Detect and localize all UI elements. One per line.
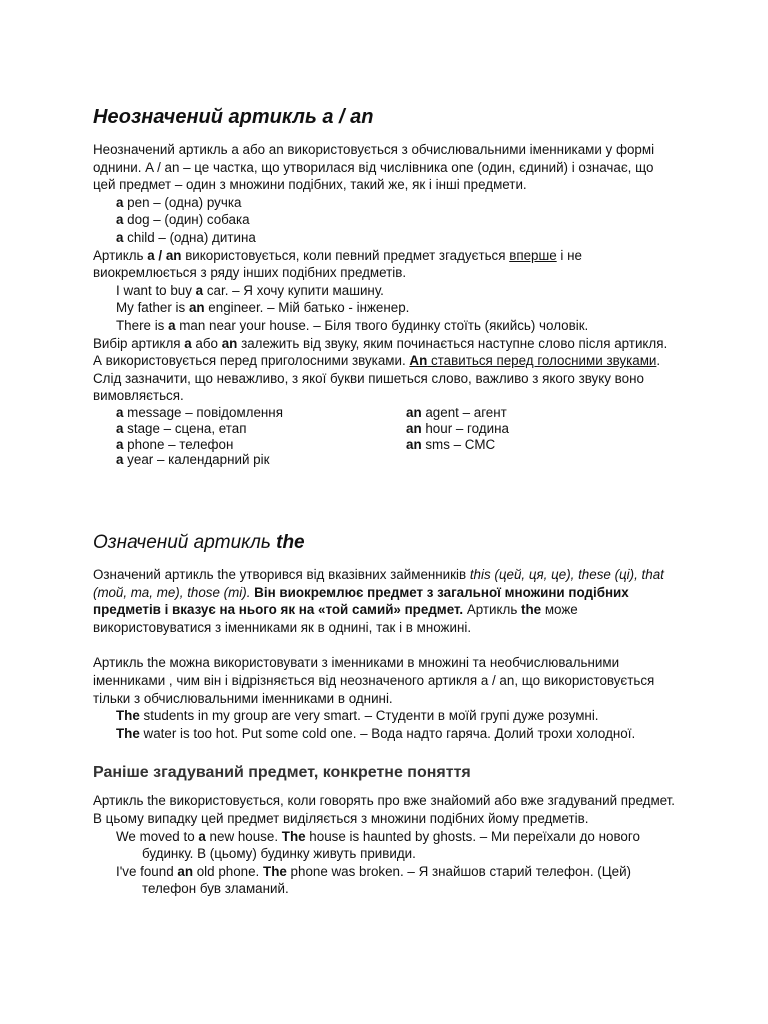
example-line	[116, 194, 678, 212]
article-word: an	[406, 420, 422, 436]
example-text: engineer. – Мій батько - інженер.	[204, 300, 410, 316]
example-line	[116, 282, 678, 300]
article-word: a	[184, 335, 192, 351]
text-run: Артикль	[93, 247, 148, 263]
article-word: a	[116, 194, 124, 210]
section-title-indefinite-article: Неозначений артикль a / an	[93, 106, 374, 128]
example-text: I want to buy	[116, 282, 196, 298]
article-word: The	[263, 863, 287, 879]
text-run: . Слід зазначити, що неважливо, з якої букви пишеться слово, важливо з якого звуку воно вимовляється.	[93, 353, 661, 404]
bold-text: Він виокремлює предмет з загальної множини подібних предметів і вказує на нього як на «той самий» предмет.	[93, 584, 629, 618]
paragraph-indefinite-intro: Неозначений артикль a або an використовується з обчислювальними іменниками у формі однини. A / an – це частка, що утворилася від числівника one (один, єдиний) і означає, що цей предмет – один з множини подібних, такий же, як і інші предмети.	[93, 142, 655, 193]
paragraph-definite-origin	[93, 566, 678, 636]
example-text: man near your house. – Біля твого будинку стоїть (якийсь) чоловік.	[175, 317, 589, 333]
article-word: a	[116, 436, 124, 452]
text-run: залежить від звуку, яким починається наступне слово після артикля. А використовується перед приголосними звуками.	[93, 335, 668, 369]
example-text: dog – (один) собака	[123, 212, 250, 228]
underlined-rule	[409, 353, 656, 368]
example-text: stage – сцена, етап	[123, 420, 247, 436]
spacer	[93, 742, 678, 762]
example-line	[116, 725, 678, 743]
title-article: the	[276, 532, 305, 554]
paragraph-mentioned-object: Артикль the використовується, коли говорять про вже знайомий або вже згадуваний предмет. В цьому випадку цей предмет виділяється з множини подібних йому предметів.	[93, 793, 676, 827]
text-run: Означений артикль the утворився від вказівних займенників	[93, 567, 470, 583]
spacer	[93, 468, 678, 530]
article-word: a	[116, 404, 124, 420]
text-run: або	[191, 335, 222, 351]
title-text: Означений артикль	[93, 532, 277, 554]
example-line	[116, 863, 678, 898]
article-word: an	[221, 335, 238, 351]
example-text: year – календарний рік	[123, 452, 270, 468]
article-word: The	[281, 828, 306, 844]
text-run: використовується, коли певний предмет згадується	[181, 247, 510, 263]
example-line	[116, 707, 678, 725]
grid-cell	[116, 421, 406, 437]
example-line	[116, 229, 678, 247]
example-text: My father is	[116, 300, 189, 316]
article-word: a	[168, 317, 176, 333]
article-word: a	[116, 420, 124, 436]
paragraph-article-choice	[93, 335, 678, 405]
example-text: There is	[116, 317, 169, 333]
spacer	[93, 636, 678, 654]
example-text: phone – телефон	[123, 436, 234, 452]
underlined-text: вперше	[509, 247, 557, 263]
example-text: child – (одна) дитина	[123, 229, 256, 245]
text-run: Вибір артикля	[93, 335, 185, 351]
example-text: phone was broken. – Я знайшов старий телефон. (Цей) телефон був зламаний.	[142, 863, 632, 897]
article-word: an	[177, 863, 194, 879]
example-text: house is haunted by ghosts. – Ми переїхали до нового будинку. В (цьому) будинку живуть привиди.	[142, 828, 640, 862]
grid-cell	[406, 405, 676, 421]
grid-cell	[116, 405, 406, 421]
grid-cell	[116, 452, 406, 468]
section-title-definite-article	[93, 530, 678, 556]
example-text: new house.	[205, 828, 282, 844]
example-text: We moved to	[116, 828, 199, 844]
example-line	[116, 828, 678, 863]
example-line	[116, 299, 678, 317]
subsection-title-mentioned-object: Раніше згадуваний предмет, конкретне поняття	[93, 764, 471, 782]
paragraph-definite-plural: Артикль the можна використовувати з іменниками в множині та необчислювальними іменниками , чим він і відрізняється від неозначеного артикля a / an, що використовується тільки з обчислювальними іменниками в однині.	[93, 655, 655, 706]
article-word: a	[195, 282, 204, 298]
article-word: a	[116, 229, 124, 245]
article-word: an	[188, 300, 205, 316]
article-word: The	[116, 725, 140, 741]
article-word: a	[198, 828, 206, 844]
text-run: Артикль	[463, 602, 522, 618]
grid-cell	[406, 421, 676, 437]
example-text: old phone.	[193, 863, 264, 879]
article-word: an	[406, 436, 422, 452]
text-run: і не виокремлюється з ряду інших подібних предметів.	[93, 247, 582, 281]
example-text: car. – Я хочу купити машину.	[203, 282, 384, 298]
example-text: sms – СМС	[421, 436, 496, 452]
article-word: the	[521, 602, 542, 618]
example-text: agent – агент	[421, 404, 507, 420]
article-word: a	[116, 452, 124, 468]
example-text: water is too hot. Put some cold one. – Вода надто гаряча. Долий трохи холодної.	[139, 725, 636, 741]
text-run: може використовуватися з іменниками як в однині, так і в множині.	[93, 602, 578, 635]
article-word: An	[409, 353, 428, 369]
example-line	[116, 211, 678, 229]
article-word: The	[116, 708, 140, 724]
italic-pronouns: this (цей, ця, це), these (ці), that (той, та, те), those (ті).	[93, 567, 664, 600]
example-line	[116, 317, 678, 335]
example-text: hour – година	[421, 420, 509, 436]
example-text: I've found	[116, 863, 178, 879]
grid-cell	[116, 437, 406, 453]
paragraph-indefinite-usage	[93, 247, 678, 282]
grid-cell	[406, 437, 676, 453]
example-text: students in my group are very smart. – Студенти в моїй групі дуже розумні.	[139, 708, 599, 724]
document-page	[93, 104, 678, 898]
example-text: message – повідомлення	[123, 404, 283, 420]
article-word: a / an	[147, 247, 182, 263]
article-word: a	[116, 212, 124, 228]
article-word: an	[406, 404, 422, 420]
article-examples-grid	[116, 405, 678, 468]
text-run: ставиться перед голосними звуками	[427, 353, 657, 369]
example-text: pen – (одна) ручка	[123, 194, 242, 210]
